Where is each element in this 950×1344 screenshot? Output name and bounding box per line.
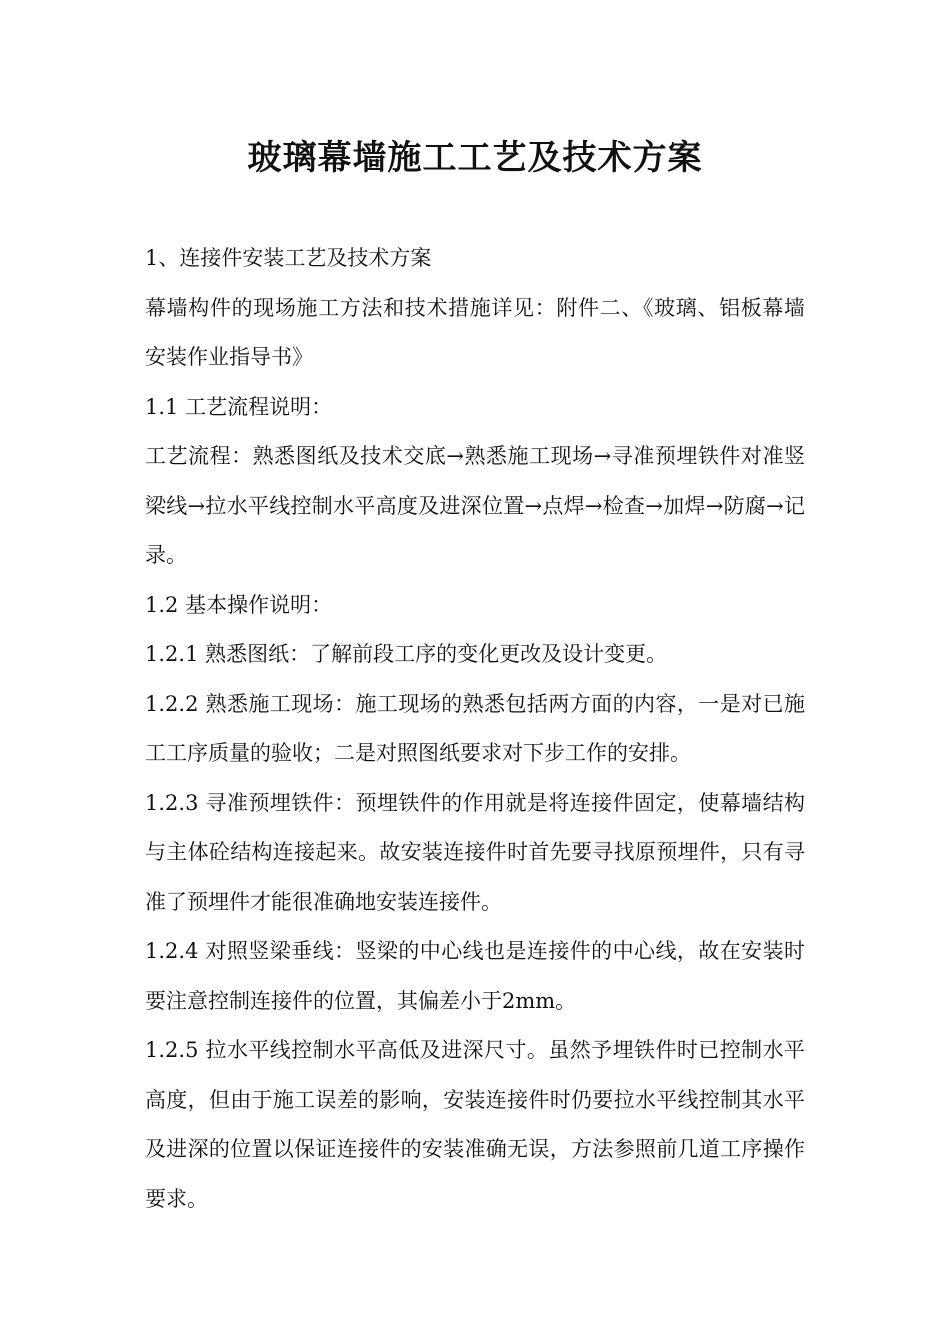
paragraph: 1.2.4 对照竖梁垂线：竖梁的中心线也是连接件的中心线，故在安装时要注意控制连接件的位置，其偏差小于2mm。 (145, 939, 805, 1013)
paragraph: 1.2.3 寻准预埋铁件：预埋铁件的作用就是将连接件固定，使幕墙结构与主体砼结构连接起来。故安装连接件时首先要寻找原预埋件，只有寻准了预埋件才能很准确地安装连接件。 (145, 790, 805, 914)
section-heading: 1、连接件安装工艺及技术方案 (145, 246, 432, 270)
document-title: 玻璃幕墙施工工艺及技术方案 (247, 138, 703, 178)
paragraph: 1.2.5 拉水平线控制水平高低及进深尺寸。虽然予埋铁件时已控制水平高度，但由于施工误差的影响，安装连接件时仍要拉水平线控制其水平及进深的位置以保证连接件的安装准确无误，方法参照前几道工序操作要求。 (145, 1038, 805, 1211)
section-heading: 1.2 基本操作说明： (145, 592, 333, 617)
paragraph: 幕墙构件的现场施工方法和技术措施详见：附件二、《玻璃、铝板幕墙安装作业指导书》 (145, 295, 805, 369)
paragraph: 工艺流程：熟悉图纸及技术交底→熟悉施工现场→寻准预埋铁件对准竖梁线→拉水平线控制水平高度及进深位置→点焊→检查→加焊→防腐→记录。 (145, 444, 805, 567)
section-heading: 1.1 工艺流程说明： (145, 394, 333, 419)
paragraph: 1.2.2 熟悉施工现场：施工现场的熟悉包括两方面的内容，一是对已施工工序质量的验收；二是对照图纸要求对下步工作的安排。 (145, 691, 805, 765)
paragraph: 1.2.1 熟悉图纸：了解前段工序的变化更改及设计变更。 (145, 642, 668, 666)
document-body (145, 234, 805, 1224)
